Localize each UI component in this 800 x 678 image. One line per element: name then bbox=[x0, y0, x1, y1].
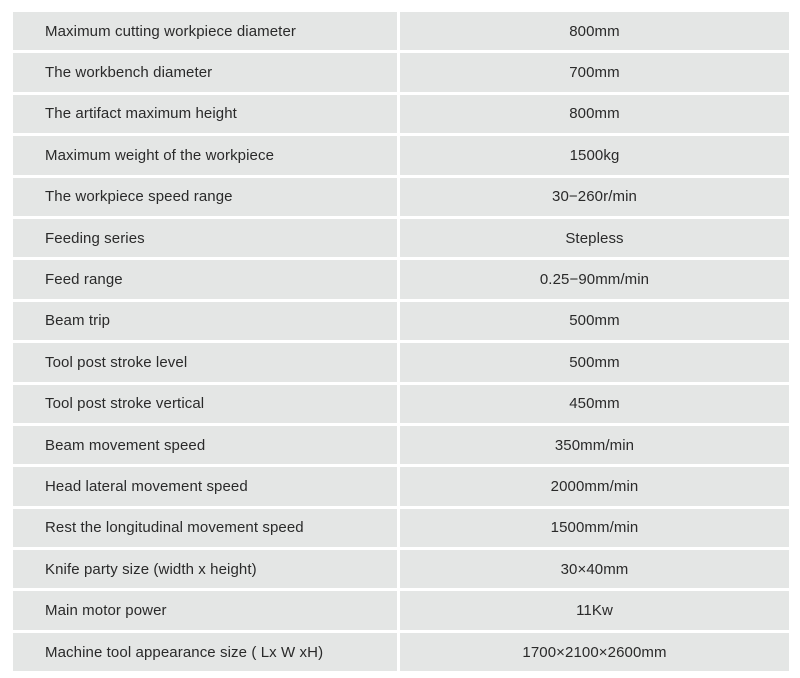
table-row bbox=[13, 509, 789, 547]
table-row bbox=[13, 95, 789, 133]
spec-value: Stepless bbox=[400, 219, 789, 257]
table-row bbox=[13, 426, 789, 464]
spec-label: Tool post stroke vertical bbox=[13, 385, 397, 423]
spec-value: 1700×2100×2600mm bbox=[400, 633, 789, 671]
spec-label: Head lateral movement speed bbox=[13, 467, 397, 505]
spec-label: Maximum weight of the workpiece bbox=[13, 136, 397, 174]
table-row bbox=[13, 53, 789, 91]
spec-label: Tool post stroke level bbox=[13, 343, 397, 381]
spec-label: Knife party size (width x height) bbox=[13, 550, 397, 588]
spec-label: Beam trip bbox=[13, 302, 397, 340]
spec-value: 30×40mm bbox=[400, 550, 789, 588]
table-row bbox=[13, 178, 789, 216]
spec-label: The workpiece speed range bbox=[13, 178, 397, 216]
spec-value: 500mm bbox=[400, 343, 789, 381]
spec-value: 30−260r/min bbox=[400, 178, 789, 216]
table-row bbox=[13, 467, 789, 505]
spec-label: The workbench diameter bbox=[13, 53, 397, 91]
spec-value: 1500kg bbox=[400, 136, 789, 174]
spec-label: Feeding series bbox=[13, 219, 397, 257]
spec-value: 2000mm/min bbox=[400, 467, 789, 505]
table-row bbox=[13, 302, 789, 340]
spec-value: 0.25−90mm/min bbox=[400, 260, 789, 298]
table-row bbox=[13, 12, 789, 50]
table-row bbox=[13, 550, 789, 588]
spec-label: The artifact maximum height bbox=[13, 95, 397, 133]
table-row bbox=[13, 136, 789, 174]
spec-label: Beam movement speed bbox=[13, 426, 397, 464]
spec-value: 11Kw bbox=[400, 591, 789, 629]
spec-value: 800mm bbox=[400, 12, 789, 50]
table-row bbox=[13, 260, 789, 298]
spec-label: Rest the longitudinal movement speed bbox=[13, 509, 397, 547]
spec-value: 700mm bbox=[400, 53, 789, 91]
spec-value: 450mm bbox=[400, 385, 789, 423]
table-row bbox=[13, 385, 789, 423]
spec-label: Maximum cutting workpiece diameter bbox=[13, 12, 397, 50]
spec-value: 1500mm/min bbox=[400, 509, 789, 547]
spec-label: Main motor power bbox=[13, 591, 397, 629]
table-row bbox=[13, 343, 789, 381]
spec-label: Machine tool appearance size ( Lx W xH) bbox=[13, 633, 397, 671]
spec-table bbox=[13, 12, 789, 674]
table-row bbox=[13, 633, 789, 671]
table-row bbox=[13, 219, 789, 257]
spec-value: 800mm bbox=[400, 95, 789, 133]
spec-label: Feed range bbox=[13, 260, 397, 298]
spec-value: 350mm/min bbox=[400, 426, 789, 464]
spec-value: 500mm bbox=[400, 302, 789, 340]
table-row bbox=[13, 591, 789, 629]
